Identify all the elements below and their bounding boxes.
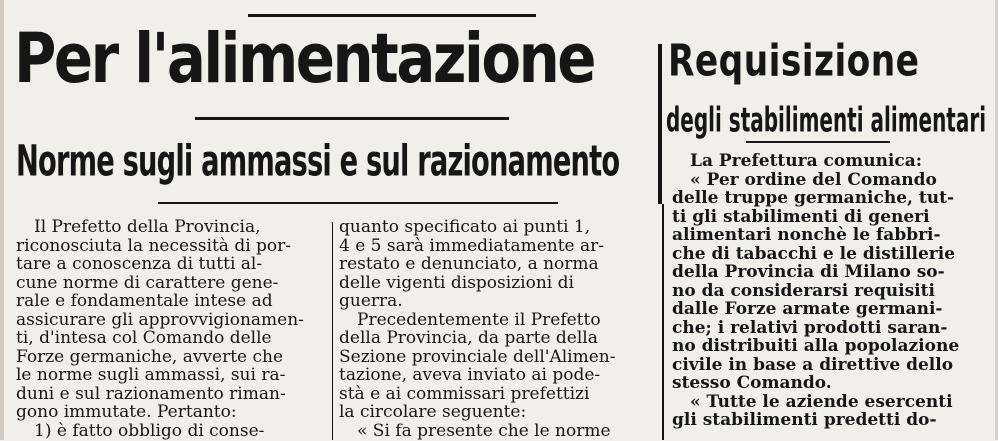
text-line: cune norme di carattere gene- bbox=[16, 272, 279, 293]
page-edge-left bbox=[0, 0, 4, 440]
text-line: la circolare seguente: bbox=[339, 402, 527, 422]
right-subheadline: degli stabilimenti alimentari bbox=[666, 101, 987, 141]
text-line: « Per ordine del Comando bbox=[690, 169, 937, 190]
text-line: guerra. bbox=[339, 291, 403, 311]
text-line: no distribuiti alla popolazione bbox=[672, 336, 960, 356]
right-article-column bbox=[672, 152, 990, 430]
left-column-divider bbox=[332, 222, 333, 440]
right-subheadline-underline bbox=[746, 141, 890, 143]
left-article-column-1 bbox=[16, 218, 330, 440]
text-line: le norme sugli ammassi, sui ra- bbox=[16, 365, 286, 385]
text-line: rale e fondamentale intese ad bbox=[16, 291, 273, 311]
text-line: restato e denunciato, a norma bbox=[339, 254, 599, 274]
text-line: delle vigenti disposizioni di bbox=[339, 272, 574, 293]
text-line: dalle Forze armate germani- bbox=[672, 299, 943, 319]
text-line: stà e ai commissari prefettizi bbox=[339, 383, 590, 404]
text-line: ti, d'intesa col Comando delle bbox=[16, 328, 272, 348]
text-line: ti gli stabilimenti di generi bbox=[672, 206, 930, 227]
text-line: gli stabilimenti predetti do- bbox=[672, 410, 937, 430]
text-line: tare a conoscenza di tutti al- bbox=[16, 254, 263, 274]
text-line: stesso Comando. bbox=[672, 373, 832, 393]
text-line: tazione, aveva inviato ai pode- bbox=[339, 365, 601, 385]
text-line: civile in base a direttive dello bbox=[672, 354, 954, 375]
headline-underline bbox=[195, 117, 509, 120]
text-line: « Tutte le aziende esercenti bbox=[690, 391, 953, 412]
right-column-divider bbox=[662, 204, 664, 440]
text-line: della Provincia di Milano so- bbox=[672, 262, 945, 282]
left-article-column-2 bbox=[339, 218, 657, 440]
text-line: riconosciuta la necessità di por- bbox=[16, 235, 292, 256]
text-line: « Si fa presente che le norme bbox=[357, 420, 611, 441]
text-line: della Provincia, da parte della bbox=[339, 328, 598, 348]
text-line: che; i relativi prodotti saran- bbox=[672, 317, 948, 338]
text-line: Forze germaniche, avverte che bbox=[16, 346, 284, 367]
subheadline-underline bbox=[158, 202, 558, 204]
right-headline: Requisizione bbox=[668, 36, 920, 87]
text-line: delle truppe germaniche, tut- bbox=[672, 188, 954, 208]
text-line: assicurare gli approvvigionamen- bbox=[16, 309, 304, 330]
main-subheadline: Norme sugli ammassi e sul razionamento bbox=[16, 136, 620, 186]
main-headline: Per l'alimentazione bbox=[14, 18, 594, 99]
text-line: 1) è fatto obbligo di conse- bbox=[34, 420, 265, 441]
text-line: gono immutate. Pertanto: bbox=[16, 402, 237, 422]
text-line: 4 e 5 sarà immediatamente ar- bbox=[339, 235, 605, 256]
text-line: quanto specificato ai punti 1, bbox=[339, 217, 591, 237]
top-rule bbox=[248, 14, 536, 17]
text-line: che di tabacchi e le distillerie bbox=[672, 243, 956, 264]
text-line: Precedentemente il Prefetto bbox=[357, 309, 601, 330]
text-line: Sezione provinciale dell'Alimen- bbox=[339, 346, 616, 367]
article-lead: La Prefettura comunica: bbox=[690, 151, 923, 171]
text-line: duni e sul razionamento riman- bbox=[16, 383, 286, 404]
text-line: Il Prefetto della Provincia, bbox=[34, 217, 261, 237]
text-line: alimentari nonchè le fabbri- bbox=[672, 225, 941, 245]
text-line: no da considerarsi requisiti bbox=[672, 280, 935, 301]
